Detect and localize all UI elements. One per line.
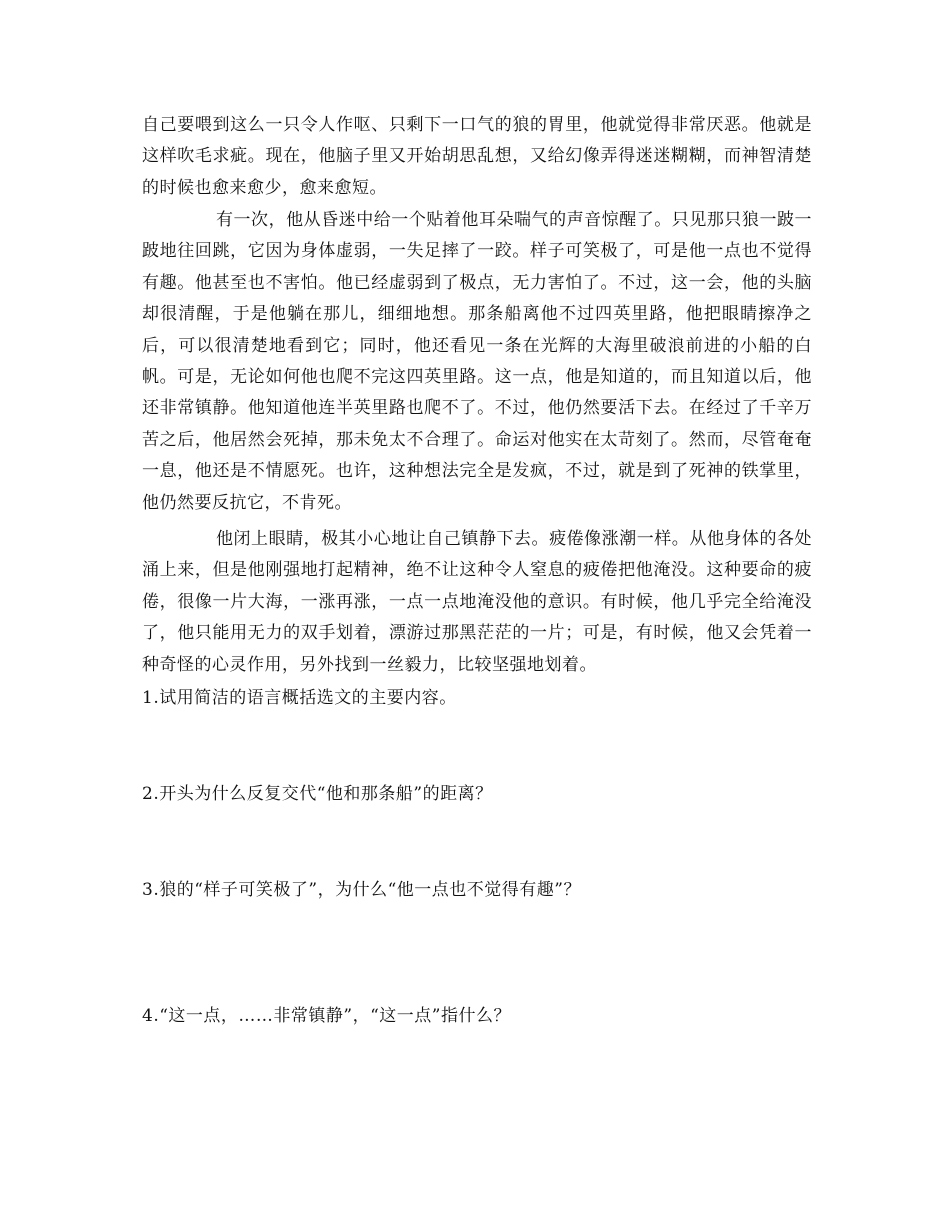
question-1: 1.试用简洁的语言概括选文的主要内容。 — [142, 688, 457, 708]
paragraph-3: 他闭上眼睛，极其小心地让自己镇静下去。疲倦像涨潮一样。从他身体的各处涌上来，但是他刚强地打起精神，绝不让这种令人窒息的疲倦把他淹没。这种要命的疲倦，很像一片大海，一涨再涨，一点一点地淹没他的意识。有时候，他几乎完全给淹没了，他只能用无力的双手划着，漂游过那黑茫茫的一片；可是，有时候，他又会凭着一种奇怪的心灵作用，另外找到一丝毅力，比较坚强地划着。 — [142, 529, 812, 675]
question-3: 3.狼的“样子可笑极了”，为什么“他一点也不觉得有趣”？ — [142, 880, 581, 900]
question-4: 4.“这一点，……非常镇静”，“这一点”指什么？ — [142, 1006, 511, 1026]
paragraph-1: 自己要喂到这么一只令人作呕、只剩下一口气的狼的胃里，他就觉得非常厌恶。他就是这样吹毛求疵。现在，他脑子里又开始胡思乱想，又给幻像弄得迷迷糊糊，而神智清楚的时候也愈来愈少，愈来愈短。 — [142, 115, 812, 198]
question-2: 2.开头为什么反复交代“他和那条船”的距离？ — [142, 784, 493, 804]
paragraph-2: 有一次，他从昏迷中给一个贴着他耳朵喘气的声音惊醒了。只见那只狼一跛一跛地往回跳，它因为身体虚弱，一失足摔了一跤。样子可笑极了，可是他一点也不觉得有趣。他甚至也不害怕。他已经虚弱到了极点，无力害怕了。不过，这一会，他的头脑却很清醒，于是他躺在那儿，细细地想。那条船离他不过四英里路，他把眼睛擦净之后，可以很清楚地看到它；同时，他还看见一条在光辉的大海里破浪前进的小船的白帆。可是，无论如何他也爬不完这四英里路。这一点，他是知道的，而且知道以后，他还非常镇静。他知道他连半英里路也爬不了。不过，他仍然要活下去。在经过了千辛万苦之后，他居然会死掉，那未免太不合理了。命运对他实在太苛刻了。然而，尽管奄奄一息，他还是不情愿死。也许，这种想法完全是发疯，不过，就是到了死神的铁掌里，他仍然要反抗它，不肯死。 — [142, 210, 812, 513]
